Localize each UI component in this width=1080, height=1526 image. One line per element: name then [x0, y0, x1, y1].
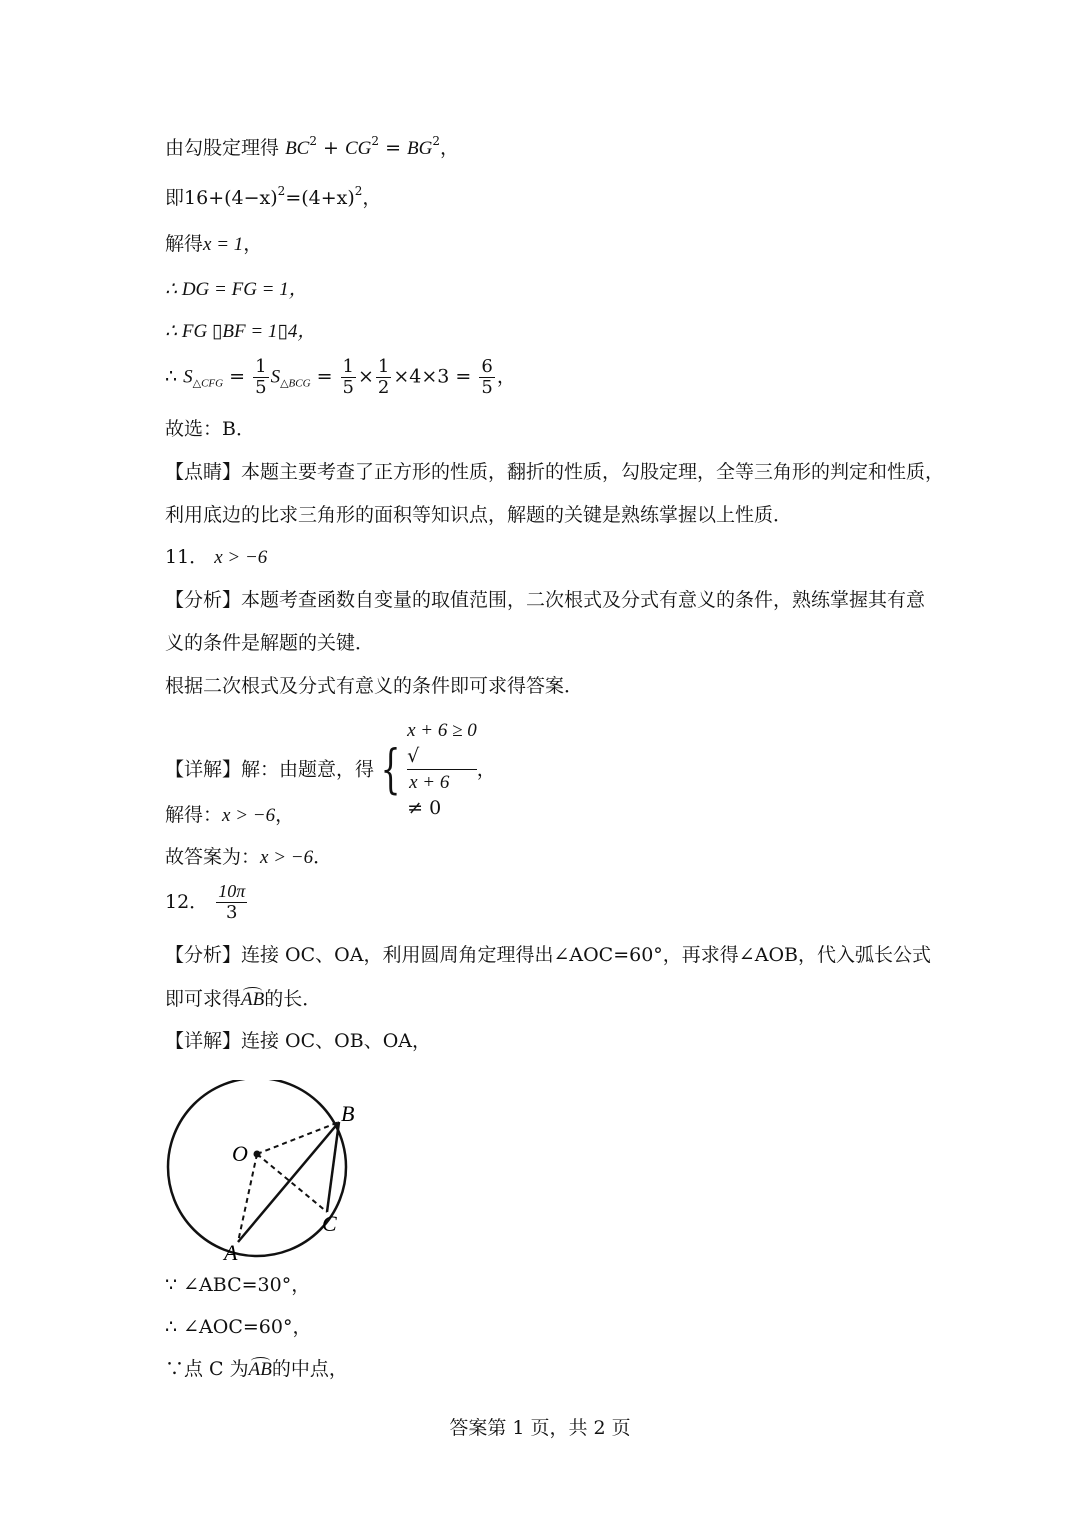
numerator: 6 — [481, 356, 493, 377]
text: ∴ ∠AOC=60°， — [165, 1316, 312, 1338]
text: 由勾股定理得 — [165, 137, 280, 159]
question-number: 11． — [165, 546, 209, 568]
math: x = 1 — [203, 234, 244, 255]
brace-icon: { — [380, 739, 401, 800]
text: 故选：B． — [165, 418, 255, 440]
math-lhs: 16+(4−x) — [184, 187, 278, 209]
radicand: x + 6 — [407, 769, 477, 796]
area-line: ∴ $S_{\triangle CFG}$ = $\frac{1}{5}$ $S_{\triangle BCG}$ = $\frac{1}{5}$ × $\frac{1}{2}$ ×4×3 = $\frac{6}{5}$ ， — [165, 356, 516, 398]
numerator: 1 — [255, 356, 267, 377]
ratio-line: ∴ FG ▯BF = 1▯4， — [165, 321, 317, 342]
solve-line: 解得：x > −6， — [165, 804, 295, 826]
math: x > −6 — [222, 805, 276, 826]
text: 根据二次根式及分式有意义的条件即可求得答案． — [165, 675, 584, 697]
inequality-system — [374, 718, 477, 822]
row: x + 6 ≥ 0 — [407, 720, 477, 741]
fraction — [216, 882, 247, 923]
text: 【详解】连接 OC、OB、OA， — [165, 1030, 431, 1052]
text: 即 — [165, 187, 185, 209]
text: ≠ 0 — [407, 796, 442, 819]
numerator: 1 — [342, 356, 354, 377]
label-c: C — [322, 1211, 337, 1236]
text: ∴ DG = FG = 1 — [165, 279, 289, 300]
text: 即可求得 — [165, 988, 242, 1010]
text: 解得 — [165, 233, 204, 255]
text: ∵ ∠ABC=30°， — [165, 1274, 311, 1296]
dg-fg-line: ∴ DG = FG = 1， — [165, 279, 308, 300]
arc-ab: AB — [241, 989, 265, 1010]
fraction — [479, 357, 494, 398]
answer-11 — [165, 548, 267, 567]
solve-line: 解得x = 1， — [165, 233, 263, 255]
because-line — [165, 1276, 310, 1295]
denominator: 2 — [377, 376, 390, 398]
center-point — [254, 1151, 261, 1158]
fraction — [341, 357, 356, 398]
analysis-line — [165, 634, 374, 653]
label-o: O — [232, 1141, 248, 1166]
choice-line — [165, 420, 255, 439]
label-a: A — [224, 1240, 238, 1265]
numerator: 1 — [377, 356, 390, 377]
segment-oc — [257, 1154, 327, 1212]
answer-12 — [165, 882, 249, 923]
equation-line: 即$16+(4-x)^2=(4+x)^2$， — [165, 184, 382, 209]
math-bc: BC — [285, 138, 310, 159]
text: 义的条件是解题的关键． — [165, 632, 375, 654]
subscript: △BCG — [280, 377, 311, 390]
answer-line: 故答案为：x > −6． — [165, 846, 333, 868]
text: 解得： — [165, 804, 223, 826]
subscript: △CFG — [192, 377, 224, 390]
comment-line — [165, 463, 944, 482]
arc-ab: AB — [248, 1359, 272, 1380]
label-b: B — [341, 1101, 355, 1126]
answer: x > −6 — [214, 547, 268, 568]
text: ×4×3 = — [393, 365, 472, 388]
sqrt-icon: √ — [407, 744, 420, 767]
denominator: 5 — [342, 376, 354, 398]
area-symbol: S — [183, 366, 193, 388]
text: 利用底边的比求三角形的面积等知识点，解题的关键是熟练掌握以上性质． — [165, 504, 793, 526]
text: 故答案为： — [165, 846, 261, 868]
comment-line — [165, 506, 792, 525]
circle — [168, 1080, 346, 1256]
detail-line — [165, 1032, 431, 1051]
circle-diagram — [160, 1080, 390, 1270]
area-symbol: S — [270, 366, 281, 388]
therefore-line — [165, 1318, 311, 1337]
analysis-line — [165, 591, 925, 610]
text: 的中点， — [271, 1358, 348, 1380]
text: 【点睛】本题主要考查了正方形的性质，翻折的性质，勾股定理，全等三角形的判定和性质， — [165, 461, 945, 483]
text: 【详解】解：由题意，得 — [165, 758, 375, 781]
therefore: ∴ — [165, 365, 178, 388]
math-rhs: =(4+x) — [285, 187, 355, 209]
page-footer: 答案第 1 页，共 2 页 — [449, 1417, 631, 1439]
detail-line: 【详解】解：由题意，得 { x + 6 ≥ 0 √ x + 6 ≠ 0 ， — [165, 718, 496, 822]
numerator: 10π — [218, 881, 246, 901]
fraction — [376, 357, 391, 398]
math-cg: CG — [344, 138, 372, 159]
fraction — [253, 357, 268, 398]
denominator: 5 — [255, 376, 267, 398]
math: x > −6 — [260, 847, 314, 868]
denominator: 5 — [481, 376, 493, 398]
text: ∴ FG ▯BF = 1▯4 — [165, 321, 298, 342]
denominator: 3 — [226, 901, 238, 923]
math-bg: BG — [407, 138, 433, 159]
analysis-line — [165, 990, 321, 1009]
analysis-line — [165, 677, 583, 696]
text: ∵点 C 为 — [165, 1358, 249, 1380]
question-number: 12． — [165, 890, 209, 913]
text: 的长． — [264, 988, 322, 1010]
analysis-line — [165, 946, 931, 965]
pythagoras-line: 由勾股定理得 $BC^2 + CG^2 = BG^2$， — [165, 134, 460, 159]
row — [407, 744, 477, 822]
text: 【分析】连接 OC、OA，利用圆周角定理得出∠AOC=60°，再求得∠AOB，代入弧长公式 — [165, 944, 931, 966]
text: 【分析】本题考查函数自变量的取值范围，二次根式及分式有意义的条件，熟练掌握其有意 — [165, 589, 926, 611]
because-line — [165, 1360, 348, 1379]
